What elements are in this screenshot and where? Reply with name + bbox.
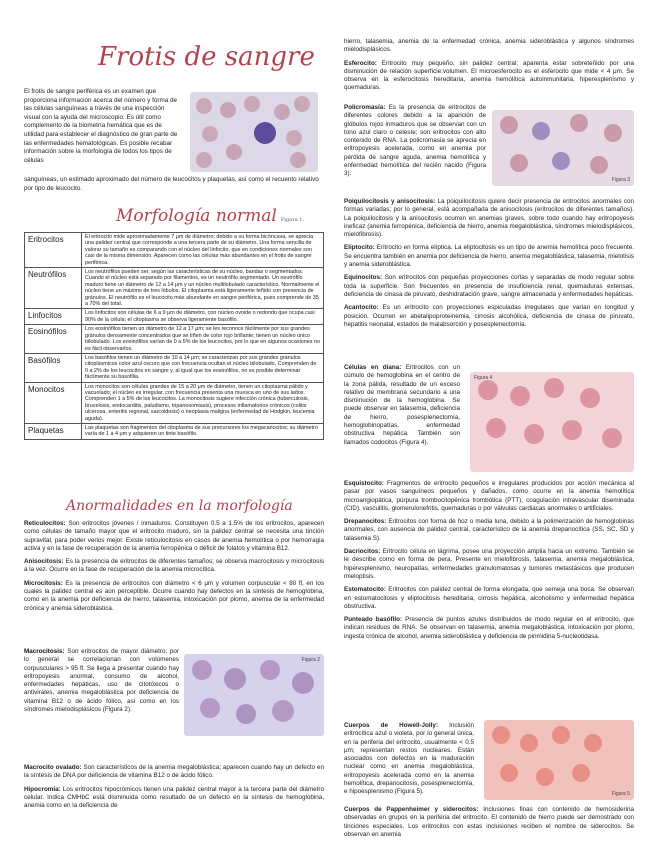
- paragraph-term: Microcitosis:: [24, 579, 63, 587]
- paragraph-term: Drepanocitos:: [344, 518, 387, 526]
- cell-type-description: Las plaquetas son fragmentos del citoplasma de sus precursores los megacariocitos; su diámetro varía de 1 a 4 μm y adquieren un tinte basófilo.: [82, 423, 324, 439]
- cell-type-name: Basófilos: [25, 353, 82, 382]
- howell-jolly-image: [484, 720, 634, 800]
- paragraph: [344, 548, 634, 581]
- paragraph-term: Macrocito ovalado:: [24, 764, 82, 771]
- paragraph: [344, 586, 634, 611]
- paragraph-text: Eritrocito célula en lágrima, posee una proyección amplia hacia un extremo. También se le describe como en forma de pera. Presente en mielofibrosis, talasemia, anemia megaloblástica, hiperesplenismo, neuropatías, enfermedades granulomatosas y tumores metastásicos que producen mieloptisis.: [344, 548, 634, 580]
- section-title-anormalidades: Anormalidades en la morfología: [66, 498, 293, 514]
- table-row: [25, 309, 324, 325]
- howell-jolly-paragraph: [344, 722, 474, 797]
- paragraph-text: Los eritrocitos hipocrómicos tienen una palidez central mayor a la tercera parte del diámetro celular. Indica CMHbC está disminuida como resultado de un defecto en la síntesis de hemoglobina, anemia como en la deficiencia de: [24, 785, 324, 810]
- cell-type-name: Eritrocitos: [25, 233, 82, 268]
- right-paragraphs-3: [344, 480, 634, 646]
- paragraph-text: La poiquilocitosis quiere decir presencia de eritrocitos anormales con formas variadas; por lo general, está acompañada de anisocitosis (eritrocitos de diferentes tamaños). La poiquilocitosis y la anisocitosis ocurren en anemias graves, sobre todo cuando hay eritropoyesis ineficaz (anemia ferropénica, deficiencia de hierro, anemia megaloblástica, síndromes mielodisplásicos, mielofibrosis).: [344, 198, 634, 239]
- paragraph-text: Fragmentos de eritrocito pequeños e irregulares producidos por acción mecánica al pasar por vasos sanguíneos pequeños y dañados, como ocurre en la anemia hemolítica microangiopática, púrpura trombocitopénica trombótica (PTT), coagulación intravascular diseminada (CID), vasculitis, glomerulonefritis, quemaduras o por válvulas cardiacas anormales o artificiales.: [344, 480, 634, 512]
- target-cells-image: [470, 372, 634, 472]
- paragraph-text: Son eritrocitos jóvenes / inmaduros. Constituyen 0.5 a 1.5% de los eritrocitos, aparecen como células de tamaño mayor que el eritrocito maduro, sin la palidez central se necesita una tinción supravital, para poder verlos mejor. Existe reticulocitosis en casos de anemia hemolítica o por hemorragia activa y en la fase de recuperación de la anemia ferropénica o déficit de folatos y vitamina B12.: [24, 520, 324, 552]
- cell-type-description: Los neutrófilos pueden ser, según las características de su núcleo, bandas o segmentados. Cuando el núcleo está separado por filamentos, es un neutrófilo segmentado. Un neutrófilo maduro tiene un diámetro de 12 a 14 μm y un núcleo multilobulado característico. Normalmente el núcleo tiene un máximo de tres lóbulos. El citoplasma está ligeramente teñido con presencia de gránulos. El neutrófilo es el leucocito más abundante en sangre periférica, pues comprende de 35 a 70% del total.: [82, 268, 324, 309]
- left-tail-paragraphs: [24, 764, 324, 815]
- table-row: [25, 325, 324, 354]
- term-pappenheimer: Cuerpos de Pappenheimer y siderocitos:: [344, 806, 479, 813]
- cell-type-name: Eosinófilos: [25, 325, 82, 354]
- figure-caption: Figura 2: [301, 657, 320, 663]
- policromasia-paragraph: [344, 104, 486, 179]
- paragraph-term: Reticulocitos:: [24, 520, 66, 527]
- paragraph-term: Dacriocitos:: [344, 548, 381, 556]
- table-row: [25, 423, 324, 439]
- paragraph-term: Equinocitos:: [344, 274, 383, 282]
- section-title-morfologia: [116, 206, 304, 226]
- paragraph-term: Poiquilocitosis y anisocitosis:: [344, 198, 436, 205]
- left-paragraphs: [24, 520, 324, 618]
- celulas-diana-paragraph: [344, 364, 460, 447]
- paragraph: [344, 38, 634, 55]
- morphology-table: [24, 232, 324, 440]
- term-howell-jolly: Cuerpos de Howell-Jolly:: [344, 722, 438, 729]
- macrocitosis-paragraph: [24, 648, 179, 714]
- intro-paragraph-tail: sanguíneas, un estimado aproximado del número de leucocitos y plaquetas, así como el recuento relativo por tipo de leucocito.: [24, 176, 319, 192]
- paragraph: [344, 244, 634, 269]
- paragraph: [24, 580, 324, 613]
- paragraph: [344, 304, 634, 329]
- term-policromasia: Policromasia:: [344, 104, 386, 111]
- paragraph: [24, 786, 324, 811]
- cell-type-name: Neutrófilos: [25, 268, 82, 309]
- paragraph-term: Anisocitosis:: [24, 558, 64, 566]
- paragraph-text: Es la presencia de eritrocitos de diferentes tamaños; se observa macrocitosis y microcitosis a la vez. Ocurre en la fase de recuperación de la anemia microcítica.: [24, 558, 324, 574]
- macrocitosis-text: Son eritrocitos de mayor diámetro; por lo general se correlacionan con volúmenes corpusculares > 95 fl. Se llega a presentar cuando hay eritropoyesis anormal, consumo de alcohol, enfermedades hepáticas, uso de citotóxicos o antivirales, anemia megaloblástica por deficiencia de vitamina B12 o de ácido fólico, así como en los síndromes mielodisplásicos (Figura 2).: [24, 648, 179, 714]
- paragraph-text: Eritrocitos con palidez central de forma elongada, que semeja una boca. Se observan en estomatocitosis y eliptocitosis hereditaria, cirrosis hepática, alcoholismo y enfermedad hepática obstructiva.: [344, 586, 634, 610]
- paragraph-text: Eritrocitos con forma de hoz o media luna, debido a la polimerización de hemoglobinas anormales, con ausencia de palidez central, característico de la anemia drepanocítica (SS, SC, SD y talasemia S).: [344, 518, 634, 542]
- howell-jolly-text: Inclusión eritrocítica azul o violeta, por lo general única, en la periferia del eritrocito, usualmente < 0.5 μm; representan restos nucleares. Están asociados con defectos en la maduración nuclear como en anemia megaloblástica, eritropoyesis acelerada como en la anemia hemolítica, drepanocitosis, posesplenectomía, e hipoesplenismo (Figura 5).: [344, 722, 474, 796]
- paragraph-text: Son eritrocitos con pequeñas proyecciones cortas y separadas de modo regular sobre toda la superficie. Son frecuentes en presencia de insuficiencia renal, quemaduras extensas, deficiencia de cinasa de piruvato, deshidratación grave, sangre almacenada y enfermedades hepáticas.: [344, 274, 634, 298]
- paragraph: [344, 60, 634, 93]
- paragraph-term: Punteado basófilo:: [344, 616, 403, 624]
- intro-paragraph: El frotis de sangre periférica es un examen que proporciona información acerca del número y forma de las células sanguíneas a través de una inspección visual con la ayuda del microscopio. Es útil como complemento de la biometría hemática que es de utilidad para establecer el diagnóstico de gran parte de las enfermedades hematológicas. Es posible recabar información sobre la morfología de todos los tipos de células: [24, 88, 178, 164]
- cell-type-name: Plaquetas: [25, 423, 82, 439]
- table-row: [25, 353, 324, 382]
- cell-type-description: Los linfocitos son células de 6 a 9 μm de diámetro, con núcleo ovoide o redondo que ocupa casi 90% de la célula; el citoplasma se observa ligeramente basófilo.: [82, 309, 324, 325]
- paragraph: [344, 480, 634, 513]
- paragraph: [344, 198, 634, 239]
- paragraph-term: Esferocito:: [344, 59, 377, 67]
- paragraph-term: Acantocito:: [344, 304, 379, 312]
- blood-smear-image: [190, 92, 318, 172]
- page-title: Frotis de sangre: [98, 42, 315, 72]
- pappenheimer-paragraph: [344, 806, 634, 839]
- figure-caption: Figura 1.: [280, 217, 305, 223]
- figure-caption: Figura 3: [611, 177, 630, 183]
- cell-type-description: Los monocitos son células grandes de 15 a 20 μm de diámetro, tienen un citoplasma pálido y vacuolado; el núcleo es irregular, con frecuencia presenta una muesca en uno de sus lados. Comprenden 1 a 5% de los leucocitos. La monocitosis sugiere infección crónica (tuberculosis, brucelosis, endocarditis, paludismo, tripanosomiasis), procesos inflamatorios crónicos (colitis ulcerosa, enteritis regional, sarcoidosis) o neoplasia maligna (enfermedad de Hodgkin, leucemia aguda).: [82, 382, 324, 423]
- policromasia-text: Es la presencia de eritrocitos de diferentes colores debido a la aparición de glóbulos rojos inmaduros que se observan con un tono azul claro o celeste; son eritrocitos con alto contenido de RNA. La policromasia se aprecia en eritropoyesis acelerada, como en anemia por pérdida de sangre aguda, anemia hemolítica y enfermedad hemolítica del recién nacido (Figura 3).: [344, 104, 486, 178]
- paragraph: [24, 520, 324, 553]
- pappenheimer-text: Inclusiones finas con contenido de hemosiderina observadas en grupos en la periferia del eritrocito. El contenido de hierro puede ser demostrado con tinciones especiales. Los eritrocitos con estas inclusiones reciben el nombre de siderocitos. Se observan en anemia: [344, 806, 634, 838]
- paragraph-term: Hipocromía:: [24, 785, 61, 793]
- cell-type-description: Los eosinófilos tienen un diámetro de 12 a 17 μm; se les reconoce fácilmente por sus grandes gránulos densamente concentrados que se tiñen de color rojo brillante; tienen un núcleo único bilobulado. Los eosinófilos varían de 0 a 5% de los leucocitos, por lo que en algunos ocasiones no es fácil observarlos.: [82, 325, 324, 354]
- paragraph-term: Esquistocito:: [344, 480, 384, 487]
- paragraph-text: Es la presencia de eritrocitos con diámetro < 6 μm y volumen corpuscular < 80 fl, en los cuales la palidez central es aún perceptible. Ocurre cuando hay defectos en la síntesis de hemoglobina, como en la anemia por deficiencia de hierro, talasemia, intoxicación por plomo, anemia de la enfermedad crónica y anemia sideroblástica.: [24, 579, 324, 612]
- paragraph-text: Eritrocito en forma elíptica. La eliptocitosis es un tipo de anemia hemolítica poco frecuente. Se encuentra también en anemia por deficiencia de hierro, anemia megaloblástica, talasemia, mielotisis y anemia sideroblástica.: [344, 244, 634, 269]
- paragraph-text: Presencia de puntos azules distribuidos de modo regular en el eritrocito, que indican residuos de RNA. Se observan en talasemia, anemia megaloblástica, intoxicación por plomo, ingesta crónica de alcohol, anemia sideroblástica y deficiencia de pirimidina 5-nucleotidasa.: [344, 616, 634, 640]
- paragraph: [24, 558, 324, 575]
- paragraph-text: Son característicos de la anemia megaloblástica; aparecen cuando hay un defecto en la síntesis de DNA por deficiencia de vitamina B12 o de ácido fólico.: [24, 764, 324, 780]
- celulas-diana-text: Eritrocitos con un cúmulo de hemoglobina en el centro de la zona pálida, resultado de un exceso relativo de membrana secundario a una disminución de la hemoglobina. Se puede observar en talasemia, deficiencia de hierro, posesplenectomía, hemoglobinopatías, enfermedad obstructiva hepática. También son llamados codocitos (Figura 4).: [344, 364, 460, 446]
- cell-type-name: Linfocitos: [25, 309, 82, 325]
- term-celulas-diana: Células en diana:: [344, 364, 402, 371]
- cell-type-description: Los basófilos tienen un diámetro de 10 a 14 μm; se caracterizan por sus grandes gránulos citoplásmicos color azul oscuro que con frecuencia ocultan el núcleo bilobulado. Comprenden de 0 a 2% de los leucocitos en sangre y, al igual que los eosinófilos, no es posible determinar fácilmente su basofilia.: [82, 353, 324, 382]
- paragraph-text: Eritrocito muy pequeño, sin palidez central; aparenta estar sobreteñido por una disminución de relación superficie:volumen. El microesferocito es el esferocito que mide < 4 μm. Se observa en la esferocitosis hereditaria, anemia hemolítica autoinmunitaria, hiperesplenismo y quemaduras.: [344, 59, 634, 92]
- cell-type-name: Monocitos: [25, 382, 82, 423]
- paragraph-term: Eliptocito:: [344, 244, 375, 252]
- section-title-text: Morfología normal: [116, 206, 277, 226]
- paragraph: [344, 274, 634, 299]
- paragraph-text: hierro, talasemia, anemia de la enfermedad crónica, anemia sideroblástica y algunos síndromes mielodisplásicos.: [344, 38, 634, 54]
- table-row: [25, 268, 324, 309]
- term-macrocitosis: Macrocitosis:: [24, 648, 65, 655]
- paragraph: [344, 616, 634, 641]
- paragraph: [24, 764, 324, 781]
- paragraph-term: Estomatocito:: [344, 586, 386, 594]
- right-paragraphs-2: [344, 198, 634, 334]
- right-paragraphs: [344, 38, 634, 98]
- figure-caption: Figura 5: [611, 791, 630, 797]
- cell-type-description: El eritrocito mide aproximadamente 7 μm de diámetro; debido a su forma bicóncava, se aprecia una palidez central que corresponde a una tercera parte de su diámetro. Una forma sencilla de valorar su tamaño es comparando con el núcleo del linfocito, que en condiciones normales son casi de la misma dimensión. Aparecen como las células más abundantes en el frotis de sangre periférica.: [82, 233, 324, 268]
- policromasia-image: [492, 110, 634, 186]
- paragraph: [344, 518, 634, 543]
- table-row: [25, 382, 324, 423]
- figure-caption: Figura 4: [474, 375, 493, 381]
- macrocytes-image: [184, 654, 324, 736]
- table-row: [25, 233, 324, 268]
- paragraph-text: Es un eritrocito con proyecciones espiculadas irregulares que varían en longitud y posición. Ocurren en abetalipoproteinemia, cirrosis alcohólica, deficiencia de cinasa de piruvato, hepatitis neonatal, estados de malabsorción y posesplenectomía.: [344, 304, 634, 328]
